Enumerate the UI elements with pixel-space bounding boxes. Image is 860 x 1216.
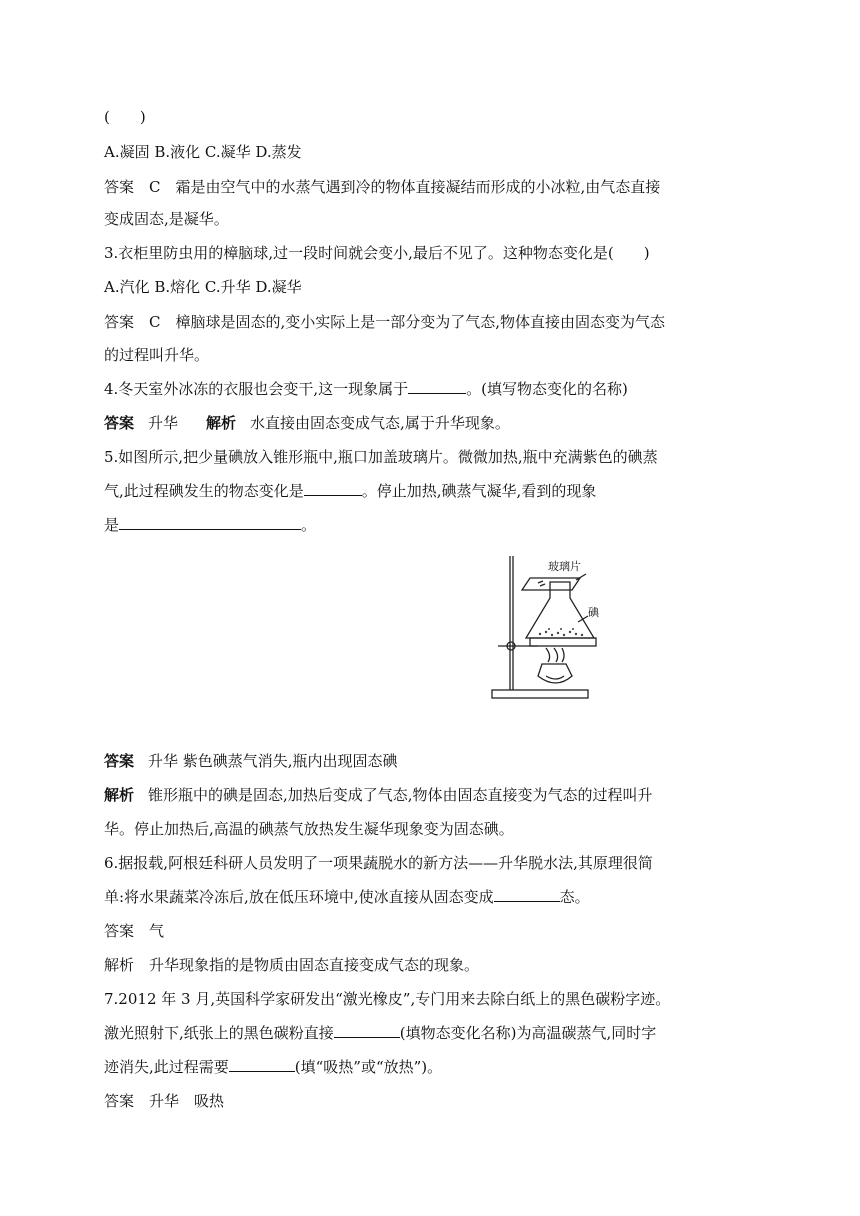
question-5-line-3	[104, 514, 316, 536]
flame	[546, 648, 564, 662]
answer-4-value: 升华	[148, 414, 179, 432]
answer-blank[interactable]	[408, 379, 466, 394]
answer-label: 答案	[104, 414, 135, 432]
question-7-text-end: (填“吸热”或“放热”)。	[294, 1058, 443, 1076]
question-7-line-2	[104, 1022, 656, 1044]
question-5-line-1: 5.如图所示,把少量碘放入锥形瓶中,瓶口加盖玻璃片。微微加热,瓶中充满紫色的碘蒸	[104, 448, 658, 466]
wire-gauze	[530, 638, 596, 646]
question-5-text-mid: 。停止加热,碘蒸气凝华,看到的现象	[361, 482, 597, 500]
question-6-line-2	[104, 886, 590, 908]
stand-base	[492, 690, 588, 698]
glass-plate-label: 玻璃片	[548, 560, 581, 573]
answer-6: 答案 气	[104, 922, 165, 940]
answer-blank[interactable]	[334, 1023, 400, 1038]
answer-blank[interactable]	[494, 887, 560, 902]
question-5-line-2	[104, 480, 596, 502]
question-3-options: A.汽化 B.熔化 C.升华 D.凝华	[104, 278, 302, 296]
answer-2-line-2: 变成固态,是凝华。	[104, 210, 229, 228]
question-5-text: 气,此过程碘发生的物态变化是	[104, 482, 304, 500]
answer-label: 答案	[104, 752, 135, 770]
answer-7: 答案 升华 吸热	[104, 1092, 225, 1110]
answer-4-explanation: 水直接由固态变成气态,属于升华现象。	[250, 414, 510, 432]
explanation-5-text: 锥形瓶中的碘是固态,加热后变成了气态,物体由固态直接变为气态的过程叫升	[148, 786, 653, 804]
question-2-options: A.凝固 B.液化 C.凝华 D.蒸发	[104, 143, 302, 161]
iodine-label: 碘	[588, 606, 599, 619]
answer-3-line-2: 的过程叫升华。	[104, 346, 210, 364]
glass-plate	[522, 578, 580, 590]
question-5-text-end: 。	[301, 516, 317, 534]
question-7-text-start: 迹消失,此过程需要	[104, 1058, 229, 1076]
question-6-line-1: 6.据报载,阿根廷科研人员发明了一项果蔬脱水的新方法——升华脱水法,其原理很简	[104, 854, 653, 872]
question-7-line-1: 7.2012 年 3 月,英国科学家研发出“激光橡皮”,专门用来去除白纸上的黑色碳粉字迹。	[104, 990, 671, 1008]
answer-2-line-1: 答案 C 霜是由空气中的水蒸气遇到冷的物体直接凝结而形成的小冰粒,由气态直接	[104, 178, 661, 196]
explanation-5-line-1	[104, 784, 653, 806]
answer-4	[104, 412, 510, 434]
answer-3-line-1: 答案 C 樟脑球是固态的,变小实际上是一部分变为了气态,物体直接由固态变为气态	[104, 313, 666, 331]
answer-blank[interactable]	[304, 481, 362, 496]
answer-blank[interactable]	[119, 515, 301, 530]
explanation-6: 解析 升华现象指的是物质由固态直接变成气态的现象。	[104, 956, 480, 974]
question-3: 3.衣柜里防虫用的樟脑球,过一段时间就会变小,最后不见了。这种物态变化是( )	[104, 244, 650, 262]
answer-5	[104, 750, 398, 772]
question-4-text: 4.冬天室外冰冻的衣服也会变干,这一现象属于	[104, 380, 409, 398]
question-7-text: 激光照射下,纸张上的黑色碳粉直接	[104, 1024, 334, 1042]
iodine-crystals	[539, 628, 583, 636]
question-4-text-end: 。(填写物态变化的名称)	[466, 380, 628, 398]
question-7-line-3	[104, 1056, 442, 1078]
question-4	[104, 378, 628, 400]
answer-5-value: 升华 紫色碘蒸气消失,瓶内出现固态碘	[148, 752, 398, 770]
question-options-bracket: ( )	[104, 108, 146, 126]
apparatus-figure	[490, 552, 640, 702]
explanation-label: 解析	[206, 414, 237, 432]
question-6-text: 单:将水果蔬菜冷冻后,放在低压环境中,使冰直接从固态变成	[104, 888, 494, 906]
question-7-text-mid: (填物态变化名称)为高温碳蒸气,同时字	[399, 1024, 657, 1042]
explanation-label: 解析	[104, 786, 135, 804]
question-6-text-end: 态。	[559, 888, 590, 906]
alcohol-lamp	[538, 664, 572, 683]
explanation-5-line-2: 华。停止加热后,高温的碘蒸气放热发生凝华现象变为固态碘。	[104, 820, 514, 838]
answer-blank[interactable]	[229, 1057, 295, 1072]
question-5-text-start: 是	[104, 516, 120, 534]
